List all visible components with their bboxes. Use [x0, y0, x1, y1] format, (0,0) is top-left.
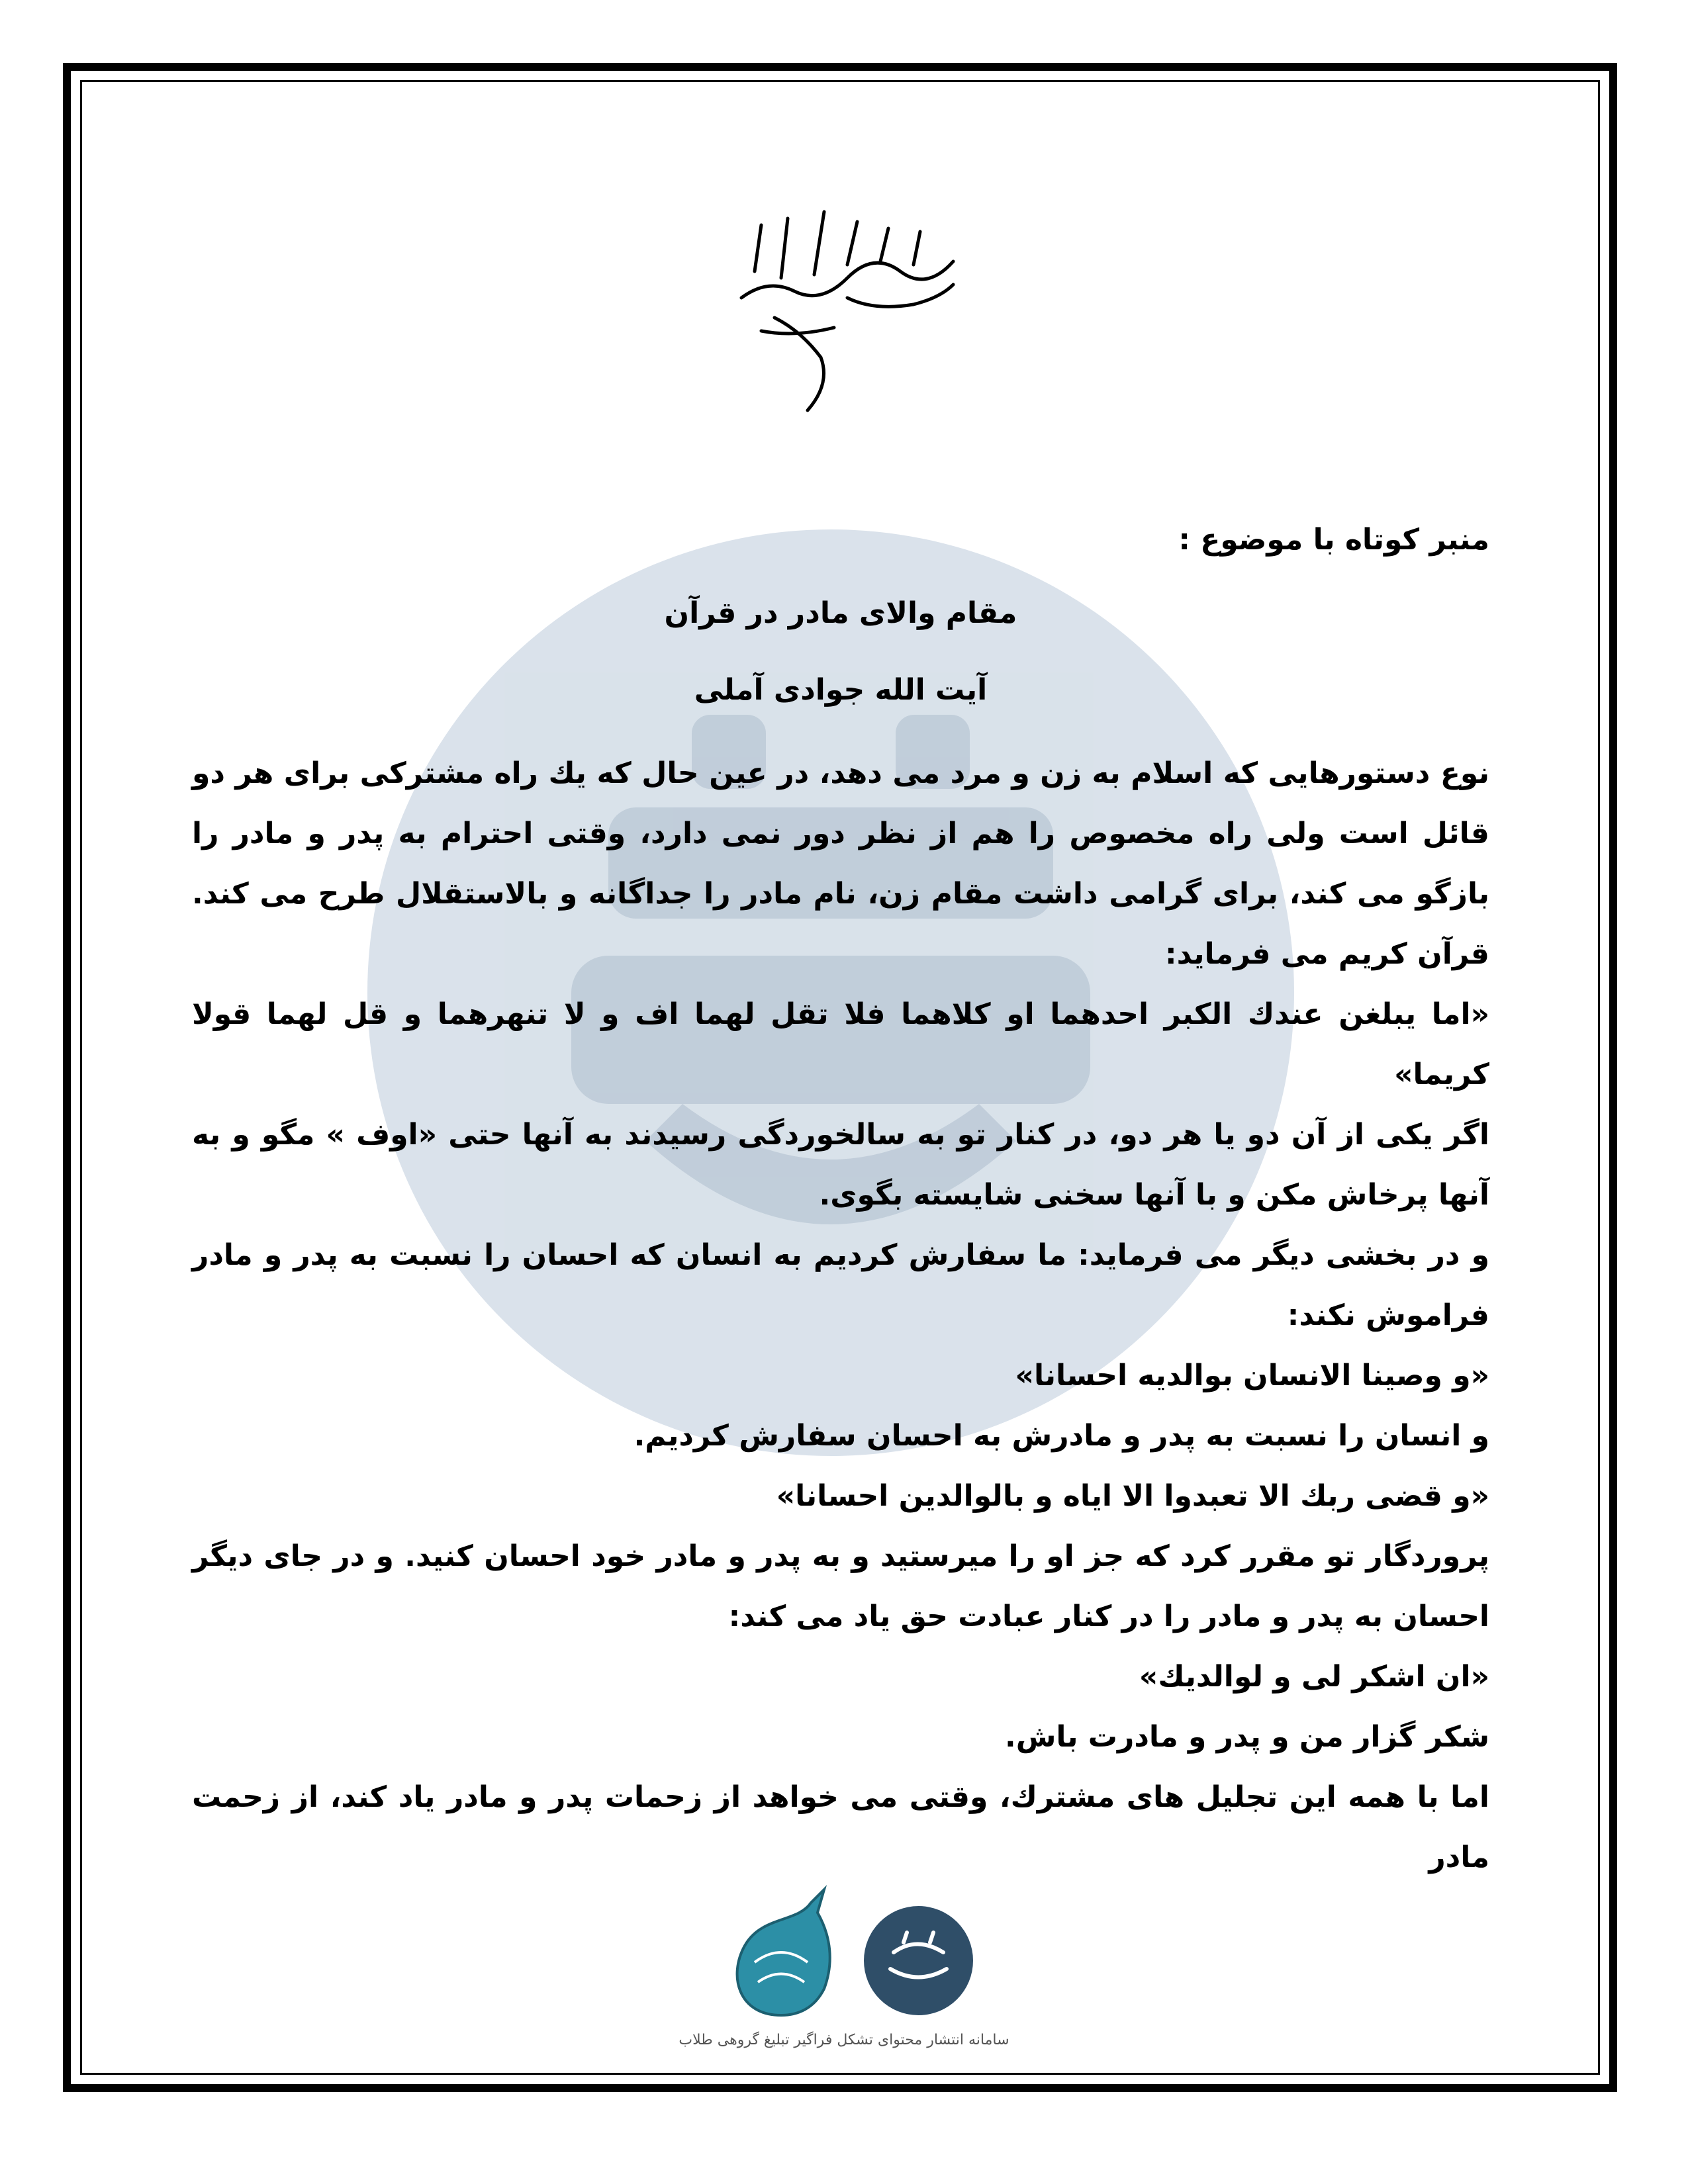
- teardrop-logo: [725, 1883, 837, 2022]
- sermon-text: [192, 743, 1489, 1888]
- quran-verse: «و وصینا الانسان بوالدیه احسانا»: [1015, 1359, 1489, 1392]
- paragraph: شکر گزار من و پدر و مادرت باش.: [1005, 1720, 1489, 1754]
- quran-verse: «اما یبلغن عندك الکبر احدهما او کلاهما فلا تقل لهما اف و لا تنهرهما و قل لهما قولا کریما»: [192, 997, 1489, 1091]
- basmala-calligraphy-drawing: [715, 199, 973, 417]
- teardrop-logo-drawing: [725, 1883, 837, 2022]
- paragraph: نوع دستورهایی که اسلام به زن و مرد می دهد، در عین حال که یك راه مشترکی برای هر دو قائل است ولی راه مخصوص را هم از نظر دور نمی دارد، وقتی احترام به پدر و مادر را بازگو می کند، برای گرامی داشت مقام زن، نام مادر را جداگانه و بالاستقلال طرح می کند. قرآن کریم می فرماید:: [192, 756, 1489, 971]
- basmala-calligraphy: [715, 199, 973, 417]
- footer-caption: سامانه انتشار محتوای تشکل فراگیر تبلیغ گروهی طلاب: [679, 2032, 1009, 2048]
- document-body: [192, 523, 1489, 1888]
- sermon-title: مقام والای مادر در قرآن: [664, 596, 1017, 630]
- quran-verse: «و قضی ربك الا تعبدوا الا ایاه و بالوالدین احسانا»: [776, 1479, 1489, 1513]
- circle-logo: [864, 1906, 973, 2015]
- circle-logo-drawing: [864, 1906, 973, 2015]
- footer: [0, 1906, 1688, 2052]
- author-name: آیت الله جوادی آملی: [694, 673, 988, 707]
- paragraph: و انسان را نسبت به پدر و مادرش به احسان سفارش کردیم.: [633, 1419, 1489, 1453]
- paragraph: پروردگار تو مقرر کرد که جز او را میرستید و به پدر و مادر خود احسان کنید. و در جای دیگر احسان به پدر و مادر را در کنار عبادت حق یاد می کند:: [192, 1539, 1489, 1633]
- paragraph: اگر یکی از آن دو یا هر دو، در کنار تو به سالخوردگی رسیدند به آنها حتی «اوف » مگو و به آنها پرخاش مکن و با آنها سخنی شایسته بگوی.: [192, 1118, 1489, 1212]
- topic-label: منبر کوتاه با موضوع :: [1178, 523, 1489, 557]
- paragraph: اما با همه این تجلیل های مشترك، وقتی می خواهد از زحمات پدر و مادر یاد کند، از زحمت مادر: [192, 1780, 1489, 1874]
- paragraph: و در بخشی دیگر می فرماید: ما سفارش کردیم به انسان که احسان را نسبت به پدر و مادر فراموش نکند:: [192, 1238, 1489, 1332]
- quran-verse: «ان اشکر لی و لوالدیك»: [1139, 1660, 1489, 1694]
